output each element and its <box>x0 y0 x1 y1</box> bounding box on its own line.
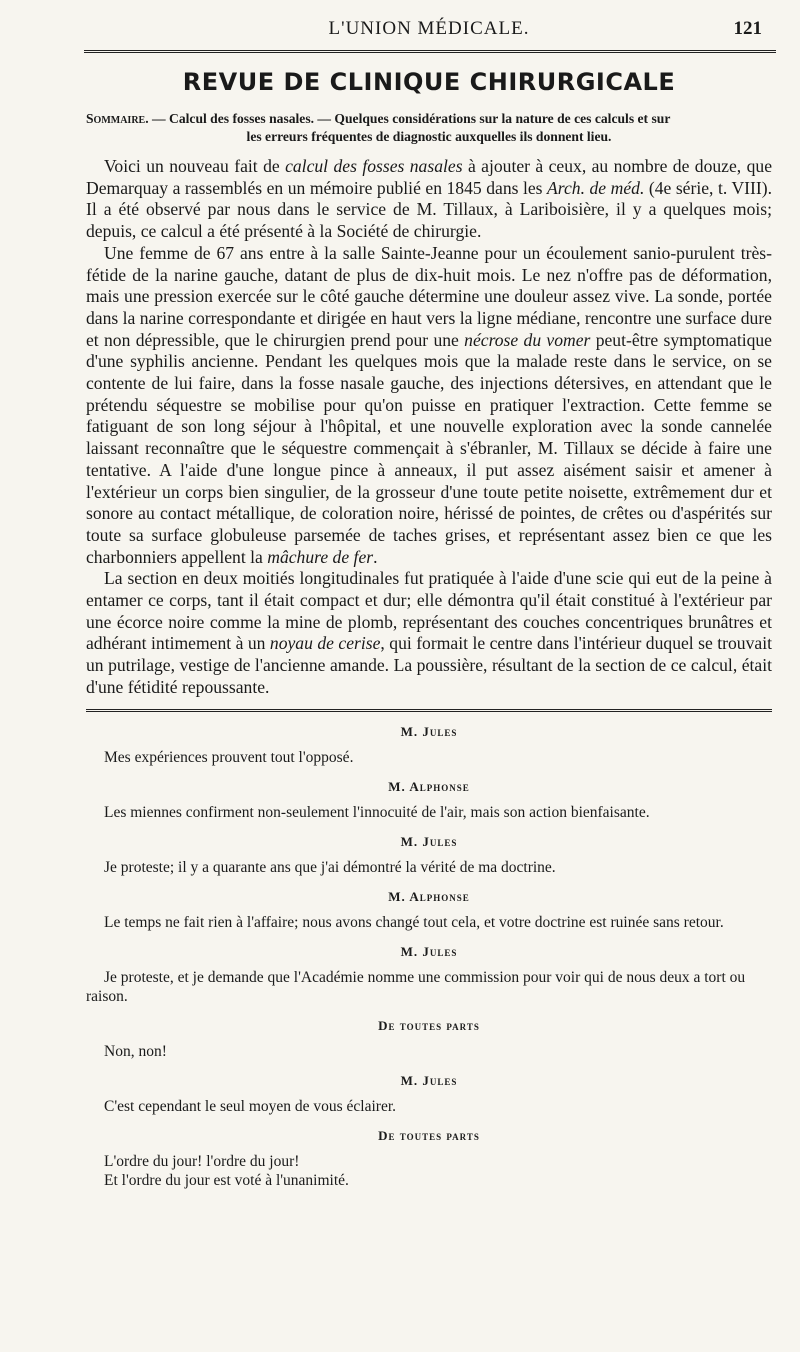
sommaire-text-2: les erreurs fréquentes de diagnostic auxquelles ils donnent lieu. <box>246 129 612 144</box>
section-title: REVUE DE CLINIQUE CHIRURGICALE <box>182 68 676 96</box>
closing-line: Et l'ordre du jour est voté à l'unanimité. <box>104 1171 349 1189</box>
speaker-label: M. Alphonse <box>388 778 470 794</box>
sommaire-text-1: — Calcul des fosses nasales. — Quelques considérations sur la nature de ces calculs et sur <box>148 111 671 126</box>
sommaire <box>86 110 772 146</box>
speaker-label: M. Alphonse <box>388 888 470 904</box>
article-body <box>86 60 772 1190</box>
speaker-label: De toutes parts <box>378 1017 480 1033</box>
speaker-label: M. Jules <box>400 723 458 739</box>
speech: Non, non! <box>104 1042 167 1060</box>
speech: Je proteste, et je demande que l'Académie nomme une commission pour voir qui de nous deux a tort ou raison. <box>86 968 746 1005</box>
speech: Mes expériences prouvent tout l'opposé. <box>104 748 354 766</box>
speech: Les miennes confirment non-seulement l'innocuité de l'air, mais son action bienfaisante. <box>104 803 650 821</box>
running-head <box>86 18 772 44</box>
paragraph-2: Une femme de 67 ans entre à la salle Sainte-Jeanne pour un écoulement sanio-purulent très-fétide de la narine gauche, datant de plus de dix-huit mois. Le nez n'offre pas de déformation, mais une pression exercée sur le côté gauche détermine une douleur assez vive. La sonde, portée dans la narine correspondante et dirigée en haut vers la ligne médiane, rencontre une surface dure et non dépressible, que le chirurgien prend pour une nécrose du vomer peut-être symptomatique d'une syphilis ancienne. Pendant les quelques mois que la malade reste dans le service, on se contente de lui faire, dans la fosse nasale gauche, des injections détersives, en attendant que le prétendu séquestre se mobilise pour qu'on puisse en pratiquer l'extraction. Cette femme se fatiguant de son long séjour à l'hôpital, et une nouvelle exploration avec la sonde cannelée laissant reconnaître que le séquestre commençait à s'ébranler, M. Tillaux se décide à faire une tentative. A l'aide d'une longue pince à anneaux, il put assez aisément saisir et amener à l'extérieur un corps bien singulier, de la grosseur d'une toute petite noisette, extrêmement dur et sonore au contact métallique, de coloration noire, hérissé de pointes, de crêtes ou d'aspérités sur toute sa surface globuleuse parsemée de taches grises, et représentant assez bien ce que les charbonniers appellent la mâchure de fer. <box>86 242 772 567</box>
sommaire-label: Sommaire. <box>86 111 149 126</box>
section-divider <box>86 709 772 712</box>
running-title: L'UNION MÉDICALE. <box>328 18 530 39</box>
speech: Le temps ne fait rien à l'affaire; nous avons changé tout cela, et votre doctrine est ruinée sans retour. <box>104 913 724 931</box>
page-number: 121 <box>733 18 762 39</box>
speech: L'ordre du jour! l'ordre du jour! <box>104 1152 300 1170</box>
speech: C'est cependant le seul moyen de vous éclairer. <box>104 1097 397 1115</box>
speaker-label: M. Jules <box>400 833 458 849</box>
speaker-label: M. Jules <box>400 1072 458 1088</box>
paragraph-3: La section en deux moitiés longitudinales fut pratiquée à l'aide d'une scie qui eut de la peine à entamer ce corps, tant il était compact et dur; elle démontra qu'il était constitué à l'extérieur par une écorce noire comme la mine de plomb, représentant des couches concentriques brunâtres et adhérant intimement à un noyau de cerise, qui formait le centre dans l'intérieur duquel se trouvait un putrilage, vestige de l'ancienne amande. La poussière, résultant de la section de ce calcul, était d'une fétidité repoussante. <box>86 568 772 697</box>
speaker-label: De toutes parts <box>378 1127 480 1143</box>
paragraph-1: Voici un nouveau fait de calcul des fosses nasales à ajouter à ceux, au nombre de douze, que Demarquay a rassemblés en un mémoire publié en 1845 dans les Arch. de méd. (4e série, t. VIII). Il a été observé par nous dans le service de M. Tillaux, à Lariboisière, il y a quelques mois; depuis, ce calcul a été présenté à la Société de chirurgie. <box>86 156 772 242</box>
header-rule <box>84 50 776 53</box>
speaker-label: M. Jules <box>400 943 458 959</box>
speech: Je proteste; il y a quarante ans que j'ai démontré la vérité de ma doctrine. <box>104 858 556 876</box>
